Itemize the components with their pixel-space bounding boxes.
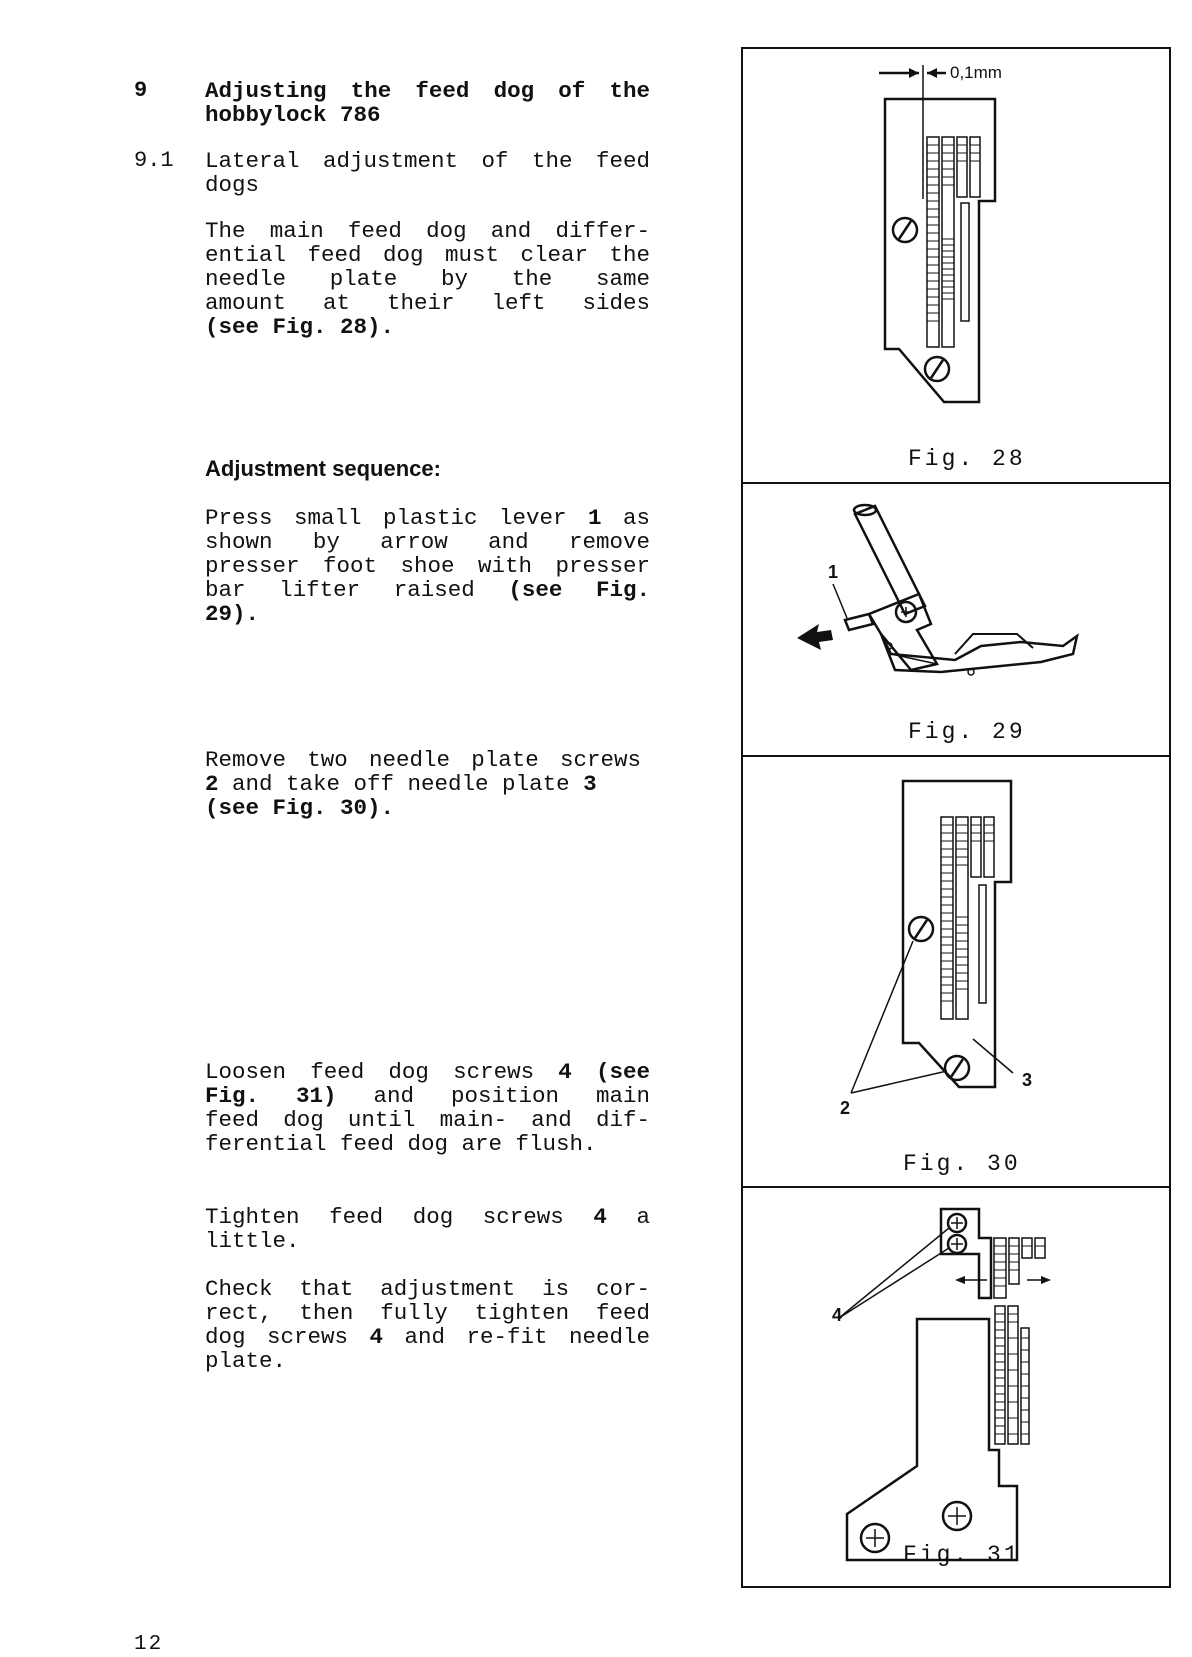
step2-line1: Remove two needle plate screws [205, 747, 641, 773]
fig30-label-2: 2 [840, 1098, 851, 1118]
fig30-label-3: 3 [1022, 1070, 1033, 1090]
intro-line3: needle plate by the same [205, 266, 650, 292]
intro-line1: The main feed dog and differ- [205, 218, 650, 244]
subsection-title-line1: Lateral adjustment of the feed [205, 148, 650, 174]
fig28-caption: Fig. 28 [908, 446, 1026, 472]
fig31-label-4: 4 [832, 1305, 843, 1325]
step1-line2: shown by arrow and remove [205, 529, 650, 555]
step5-line1: Check that adjustment is cor- [205, 1276, 650, 1302]
fig29-label-1: 1 [828, 562, 839, 582]
intro-figure-reference: (see Fig. 28). [205, 314, 395, 340]
step1-line3: presser foot shoe with presser [205, 553, 650, 579]
fig30-caption: Fig. 30 [903, 1151, 1021, 1177]
subsection-title [205, 149, 650, 197]
step1-line4: bar lifter raised (see Fig. [205, 577, 650, 603]
fig28-dimension-label: 0,1mm [950, 63, 1002, 82]
page-number: 12 [134, 1633, 164, 1656]
step2-line2: 2 and take off needle plate 3 [205, 771, 597, 797]
step3-line2: Fig. 31) and position main [205, 1083, 650, 1109]
step3-line1: Loosen feed dog screws 4 (see [205, 1059, 650, 1085]
intro-line4: amount at their left sides [205, 290, 650, 316]
step1-line5: 29). [205, 601, 260, 627]
fig28-needle-plate-illustration [741, 49, 1169, 482]
subsection-title-line2: dogs [205, 172, 260, 198]
step5-line4: plate. [205, 1348, 287, 1374]
fig31-caption: Fig. 31 [903, 1542, 1021, 1568]
step4-line1: Tighten feed dog screws 4 a [205, 1204, 650, 1230]
section-title [205, 79, 650, 127]
step5-line3: dog screws 4 and re-fit needle [205, 1324, 650, 1350]
step4-paragraph [205, 1205, 650, 1253]
step5-paragraph [205, 1277, 650, 1373]
step2-paragraph [205, 748, 641, 820]
fig30-needle-plate-illustration [741, 757, 1169, 1186]
subsection-number: 9.1 [134, 148, 174, 173]
fig31-feed-dog-illustration [741, 1188, 1169, 1584]
step2-line3: (see Fig. 30). [205, 795, 395, 821]
step5-line2: rect, then fully tighten feed [205, 1300, 650, 1326]
intro-paragraph [205, 219, 650, 339]
step1-line1: Press small plastic lever 1 as [205, 505, 650, 531]
step3-paragraph [205, 1060, 650, 1156]
section-number: 9 [134, 78, 148, 103]
section-title-line1: Adjusting the feed dog of the [205, 78, 650, 104]
step1-paragraph [205, 506, 650, 626]
sequence-heading-text: Adjustment sequence: [205, 456, 441, 481]
intro-line2: ential feed dog must clear the [205, 242, 650, 268]
step3-line4: ferential feed dog are flush. [205, 1131, 597, 1157]
section-title-line2: hobbylock 786 [205, 102, 381, 128]
fig29-caption: Fig. 29 [908, 719, 1026, 745]
step4-line2: little. [205, 1228, 300, 1254]
fig29-presser-foot-illustration [741, 484, 1169, 755]
sequence-heading [205, 457, 650, 481]
step3-line3: feed dog until main- and dif- [205, 1107, 650, 1133]
